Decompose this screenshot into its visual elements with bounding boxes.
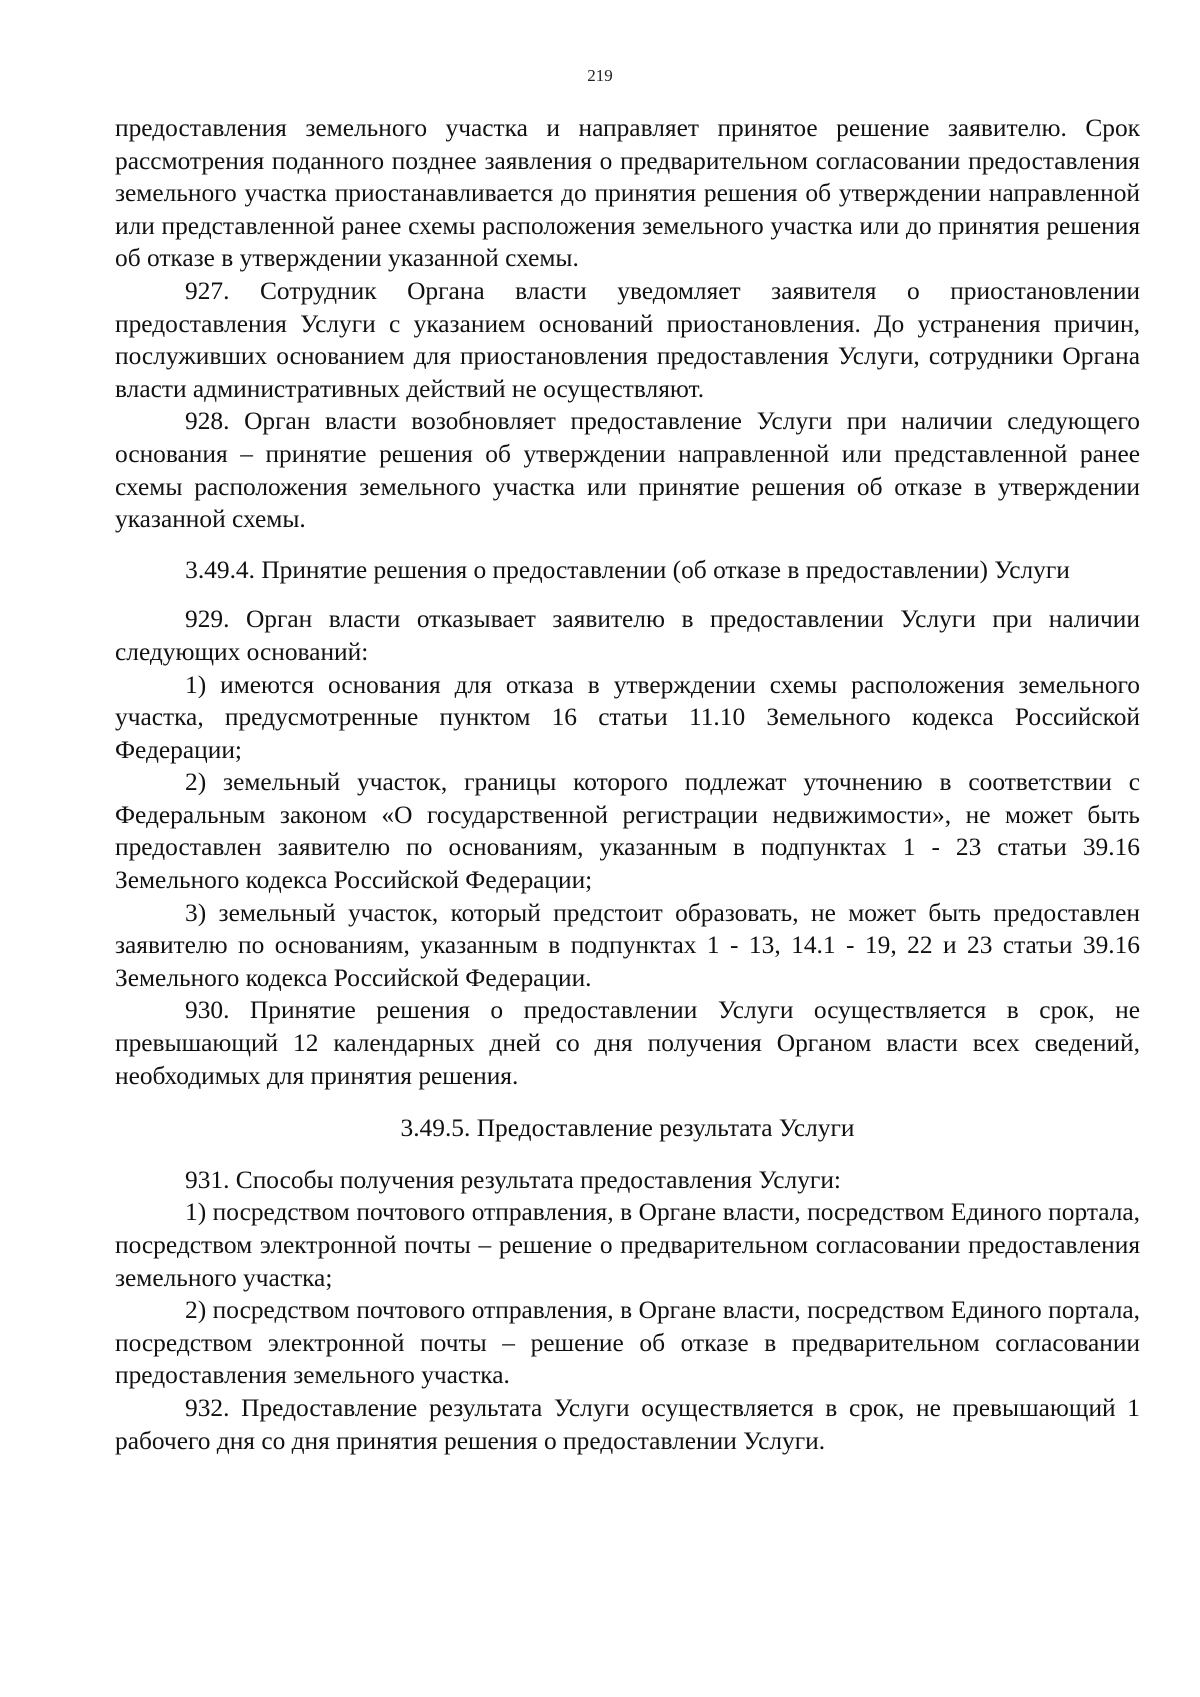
- list-item-931-1: 1) посредством почтового отправления, в Органе власти, посредством Единого портала, посредством электронной почты – решение о предварительном согласовании предоставления земельного участка;: [115, 1198, 1140, 1292]
- list-item-929-3: 3) земельный участок, который предстоит образовать, не может быть предоставлен заявителю по основаниям, указанным в подпунктах 1 - 13, 14.1 - 19, 22 и 23 статьи 39.16 Земельного кодекса Российской Федерации.: [115, 898, 1140, 992]
- document-body: [115, 112, 1140, 1457]
- paragraph-930: 930. Принятие решения о предоставлении Услуги осуществляется в срок, не превышающий 12 календарных дней со дня получения Органом власти всех сведений, необходимых для принятия решения.: [115, 996, 1140, 1090]
- paragraph-929: 929. Орган власти отказывает заявителю в предоставлении Услуги при наличии следующих оснований:: [115, 605, 1140, 666]
- page-number: 219: [587, 66, 613, 85]
- paragraph-continuation: предоставления земельного участка и направляет принятое решение заявителю. Срок рассмотрения поданного позднее заявления о предварительном согласовании предоставления земельного участка приостанавливается до принятия решения об утверждении направленной или представленной ранее схемы расположения земельного участка или до принятия решения об отказе в утверждении указанной схемы.: [115, 114, 1140, 273]
- paragraph-928: 928. Орган власти возобновляет предоставление Услуги при наличии следующего основания – принятие решения об утверждении направленной или представленной ранее схемы расположения земельного участка или принятие решения об отказе в утверждении указанной схемы.: [115, 407, 1140, 534]
- section-heading-3-49-4: 3.49.4. Принятие решения о предоставлении (об отказе в предоставлении) Услуги: [185, 555, 1070, 584]
- list-item-929-2: 2) земельный участок, границы которого подлежат уточнению в соответствии с Федеральным законом «О государственной регистрации недвижимости», не может быть предоставлен заявителю по основаниям, указанным в подпунктах 1 - 23 статьи 39.16 Земельного кодекса Российской Федерации;: [115, 768, 1140, 895]
- paragraph-931: 931. Способы получения результата предоставления Услуги:: [185, 1165, 841, 1194]
- paragraph-927: 927. Сотрудник Органа власти уведомляет заявителя о приостановлении предоставления Услуги с указанием оснований приостановления. До устранения причин, послуживших основанием для приостановления предоставления Услуги, сотрудники Органа власти административных действий не осуществляют.: [115, 276, 1140, 403]
- paragraph-932: 932. Предоставление результата Услуги осуществляется в срок, не превышающий 1 рабочего дня со дня принятия решения о предоставлении Услуги.: [115, 1393, 1140, 1455]
- list-item-929-1: 1) имеются основания для отказа в утверждении схемы расположения земельного участка, предусмотренные пунктом 16 статьи 11.10 Земельного кодекса Российской Федерации;: [115, 670, 1140, 764]
- list-item-931-2: 2) посредством почтового отправления, в Органе власти, посредством Единого портала, посредством электронной почты – решение об отказе в предварительном согласовании предоставления земельного участка.: [115, 1296, 1140, 1390]
- section-heading-3-49-5: 3.49.5. Предоставление результата Услуги: [400, 1114, 855, 1143]
